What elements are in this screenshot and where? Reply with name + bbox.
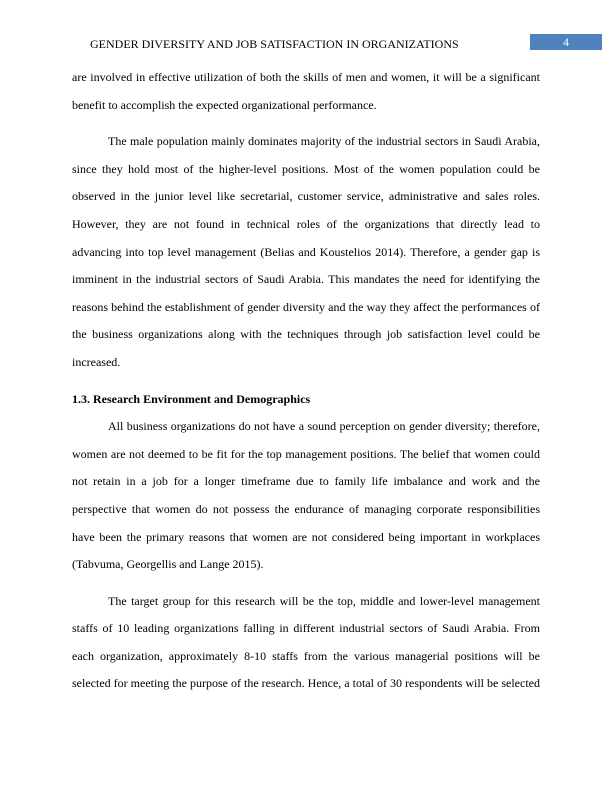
paragraph-gap <box>72 579 540 588</box>
document-body <box>72 64 540 698</box>
paragraph-continued: are involved in effective utilization of both the skills of men and women, it will be a significant benefit to accomplish the expected organizational performance. <box>72 70 540 112</box>
paragraph-gap <box>72 119 540 128</box>
paragraph-gender-gap: The male population mainly dominates majority of the industrial sectors in Saudi Arabia, since they hold most of the higher-level positions. Most of the women population could be observed in the junior level like secretarial, customer service, administrative and sales roles. However, they are not found in technical roles of the organizations that directly lead to advancing into top level management (Belias and Koustelios 2014). Therefore, a gender gap is imminent in the industrial sectors of Saudi Arabia. This mandates the need for identifying the reasons behind the establishment of gender diversity and the way they affect the performances of the business organizations along with the techniques through job satisfaction level could be increased. <box>72 134 540 369</box>
paragraph-gap <box>72 377 540 386</box>
paragraph-perception: All business organizations do not have a sound perception on gender diversity; therefore, women are not deemed to be fit for the top management positions. The belief that women could not retain in a job for a longer timeframe due to family life imbalance and work and the perspective that women do not possess the endurance of managing corporate responsibilities have been the primary reasons that women are not considered being important in workplaces (Tabvuma, Georgellis and Lange 2015). <box>72 419 540 572</box>
section-heading: 1.3. Research Environment and Demographics <box>72 391 311 406</box>
paragraph-target-group: The target group for this research will be the top, middle and lower-level management staffs of 10 leading organizations falling in different industrial sectors of Saudi Arabia. From each organization, approximately 8-10 staffs from the various managerial positions will be selected for meeting the purpose of the research. Hence, a total of 30 respondents will be selected <box>72 593 540 691</box>
running-head-title: GENDER DIVERSITY AND JOB SATISFACTION IN ORGANIZATIONS <box>90 37 459 51</box>
page-number: 4 <box>530 34 602 50</box>
